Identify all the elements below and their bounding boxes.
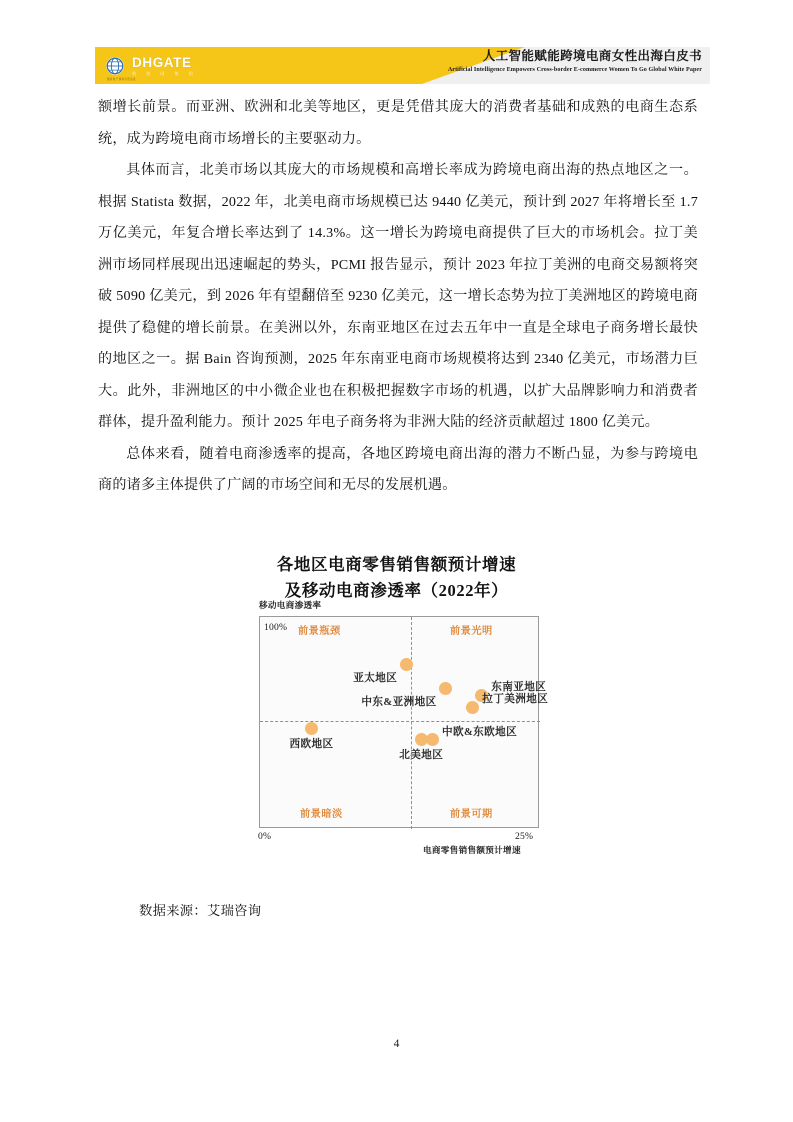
scatter-point-4 xyxy=(305,722,318,735)
scatter-plot xyxy=(259,616,549,828)
body-text xyxy=(98,92,698,502)
paragraph-summary: 总体来看，随着电商渗透率的提高，各地区跨境电商出海的潜力不断凸显，为参与跨境电商的诸多主体提供了广阔的市场空间和无尽的发展机遇。 xyxy=(98,445,698,493)
x-axis-label: 电商零售销售额预计增速 xyxy=(423,845,521,855)
scatter-point-label-4: 西欧地区 xyxy=(289,738,334,750)
y-axis-tick-top: 100% xyxy=(264,622,288,633)
header-title-cn: 人工智能赋能跨境电商女性出海白皮书 xyxy=(482,49,702,63)
paragraph-continuation: 额增长前景。而亚洲、欧洲和北美等地区，更是凭借其庞大的消费者基础和成熟的电商生态系统，成为跨境电商市场增长的主要驱动力。 xyxy=(98,99,698,147)
quadrant-label-top-left: 前景瓶颈 xyxy=(298,626,341,637)
quadrant-label-top-right: 前景光明 xyxy=(450,626,493,637)
quadrant-label-bottom-left: 前景暗淡 xyxy=(300,809,343,820)
scatter-point-label-1: 东南亚地区 xyxy=(491,682,547,694)
header-title-block xyxy=(362,49,702,74)
scatter-point-label-3: 拉丁美洲地区 xyxy=(482,694,549,706)
brand-logo xyxy=(105,51,245,81)
x-axis-tick-right: 25% xyxy=(515,831,534,842)
header-title-en: Artificial Intelligence Empowers Cross-border E-commerce Women To Go Global White Paper xyxy=(447,66,702,73)
globe-icon xyxy=(105,56,125,76)
scatter-point-label-5: 中欧&东欧地区 xyxy=(441,726,518,738)
scatter-point-5 xyxy=(426,733,439,746)
chart-figure xyxy=(0,552,793,855)
scatter-point-label-6: 北美地区 xyxy=(399,750,444,762)
quadrant-divider-horizontal xyxy=(260,721,540,722)
brand-text-block xyxy=(132,56,197,76)
page-header xyxy=(95,47,710,84)
brand-name: DHGATE xyxy=(132,55,192,71)
y-axis-label: 移动电商渗透率 xyxy=(259,600,322,610)
page-number: 4 xyxy=(393,1038,400,1050)
quadrant-label-bottom-right: 前景可期 xyxy=(450,809,493,820)
scatter-point-label-0: 亚太地区 xyxy=(353,673,398,685)
brand-name-cn: 敦 煌 网 集 团 xyxy=(132,70,198,76)
x-axis-tick-left: 0% xyxy=(258,831,272,842)
logo-subtext: 国家电子商务示范企业 xyxy=(107,78,136,81)
chart-title-line1: 各地区电商零售销售额预计增速 xyxy=(276,555,517,574)
chart-title-line2: 及移动电商渗透率（2022年） xyxy=(284,581,509,600)
chart-title xyxy=(0,552,793,604)
scatter-point-3 xyxy=(466,701,479,714)
source-note: 数据来源：艾瑞咨询 xyxy=(139,903,262,918)
scatter-point-label-2: 中东&亚洲地区 xyxy=(361,696,437,708)
scatter-point-2 xyxy=(439,682,452,695)
paragraph-regional-detail: 具体而言，北美市场以其庞大的市场规模和高增长率成为跨境电商出海的热点地区之一。根据 Statista 数据，2022 年，北美电商市场规模已达 9440 亿美元，预计到 2027 年将增长至 1.7 万亿美元，年复合增长率达到了 14.3%。这一增长为跨境电商提供了巨大的市场机会。拉丁美洲市场同样展现出迅速崛起的势头，PCMI 报告显示，预计 2023 年拉丁美洲的电商交易额将突破 5090 亿美元，到 2026 年有望翻倍至 9230 亿美元，这一增长态势为拉丁美洲地区的跨境电商提供了稳健的增长前景。在美洲以外，东南亚地区在过去五年中一直是全球电子商务增长最快的地区之一。据 Bain 咨询预测，2025 年东南亚电商市场规模将达到 2340 亿美元，市场潜力巨大。此外，非洲地区的中小微企业也在积极把握数字市场的机遇，以扩大品牌影响力和消费者群体，提升盈利能力。预计 2025 年电子商务将为非洲大陆的经济贡献超过 1800 亿美元。 xyxy=(98,162,698,430)
quadrant-divider-vertical xyxy=(411,617,412,829)
chart-plot-area xyxy=(258,600,549,855)
scatter-point-6 xyxy=(415,733,428,746)
